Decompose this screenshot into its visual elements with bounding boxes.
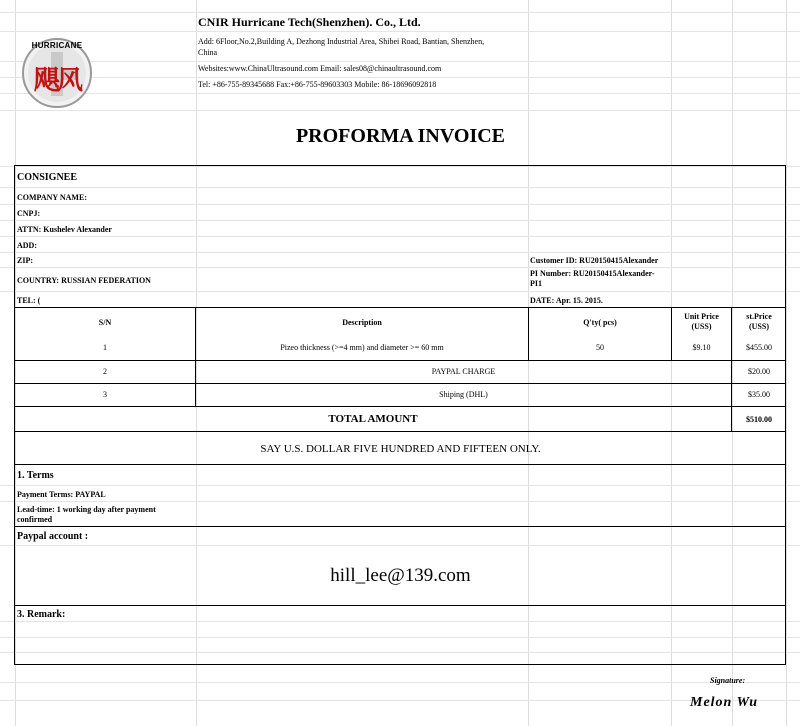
consignee-country: COUNTRY: RUSSIAN FEDERATION (17, 276, 151, 285)
row-description: PAYPAL CHARGE (431, 367, 496, 376)
row-sn: 3 (103, 390, 107, 399)
paypal-email[interactable]: hill_lee@139.com (330, 565, 471, 586)
amount-in-words: SAY U.S. DOLLAR FIVE HUNDRED AND FIFTEEN ONLY. (260, 443, 541, 455)
company-name: CNIR Hurricane Tech(Shenzhen). Co., Ltd. (198, 15, 421, 29)
row-total-price: $455.00 (746, 343, 772, 352)
row-total-price: $20.00 (748, 367, 770, 376)
customer-id: Customer ID: RU20150415Alexander (530, 256, 659, 265)
total-price-currency: (USS) (748, 322, 769, 331)
total-price-label: st.Price (746, 312, 772, 321)
paypal-heading: Paypal account : (17, 531, 89, 542)
col-header-description: Description (342, 318, 382, 327)
lead-time (17, 505, 156, 525)
row-unit-price: $9.10 (692, 343, 711, 352)
lead-time-line-1: Lead-time: 1 working day after payment (17, 505, 156, 514)
signature-label: Signature: (710, 676, 746, 685)
remark-heading: 3. Remark: (17, 609, 66, 620)
page-title: PROFORMA INVOICE (295, 125, 506, 147)
address-line-2: China (198, 48, 218, 57)
terms-heading: 1. Terms (17, 470, 54, 481)
pi-number-line-2: PI1 (530, 279, 542, 288)
row-total-price: $35.00 (748, 390, 770, 399)
consignee-attn: ATTN: Kushelev Alexander (17, 225, 112, 234)
pi-number (530, 269, 655, 289)
row-sn: 2 (103, 367, 107, 376)
consignee-address: ADD: (17, 241, 37, 250)
consignee-tel: TEL: ( (17, 296, 41, 305)
company-websites: Websites:www.ChinaUltrasound.com Email: sales08@chinaultrasound.com (198, 64, 442, 73)
row-sn: 1 (103, 343, 107, 352)
address-line-1: Add: 6Floor,No.2,Building A, Dezhong Industrial Area, Shibei Road, Bantian, Shenzhen, (198, 37, 485, 46)
company-logo (18, 32, 96, 110)
consignee-heading: CONSIGNEE (17, 172, 78, 183)
company-phones: Tel: +86-755-89345688 Fax:+86-755-89603303 Mobile: 86-18696092818 (198, 80, 437, 89)
consignee-cnpj: CNPJ: (17, 209, 41, 218)
pi-number-line-1: PI Number: RU20150415Alexander- (530, 269, 655, 278)
lead-time-line-2: confirmed (17, 515, 53, 524)
row-description: Shiping (DHL) (439, 390, 488, 399)
row-description: Pizeo thickness (>=4 mm) and diameter >= 60 mm (280, 343, 444, 352)
consignee-company: COMPANY NAME: (17, 193, 87, 202)
unit-price-currency: (USS) (691, 322, 712, 331)
row-qty: 50 (596, 343, 604, 352)
total-amount-label: TOTAL AMOUNT (328, 413, 418, 425)
col-header-sn: S/N (98, 318, 112, 327)
total-amount-value: $510.00 (746, 415, 772, 424)
logo-wordmark: HURRICANE (31, 41, 83, 50)
col-header-total-price (732, 312, 786, 332)
unit-price-label: Unit Price (684, 312, 719, 321)
col-header-unit-price (672, 312, 731, 332)
consignee-zip: ZIP: (17, 256, 33, 265)
signature-name: Melon Wu (690, 695, 759, 710)
col-header-qty: Q'ty( pcs) (583, 318, 617, 327)
payment-terms: Payment Terms: PAYPAL (17, 490, 106, 499)
invoice-date: DATE: Apr. 15. 2015. (530, 296, 603, 305)
logo-characters: 飓风 (33, 66, 80, 95)
company-address (198, 36, 533, 58)
